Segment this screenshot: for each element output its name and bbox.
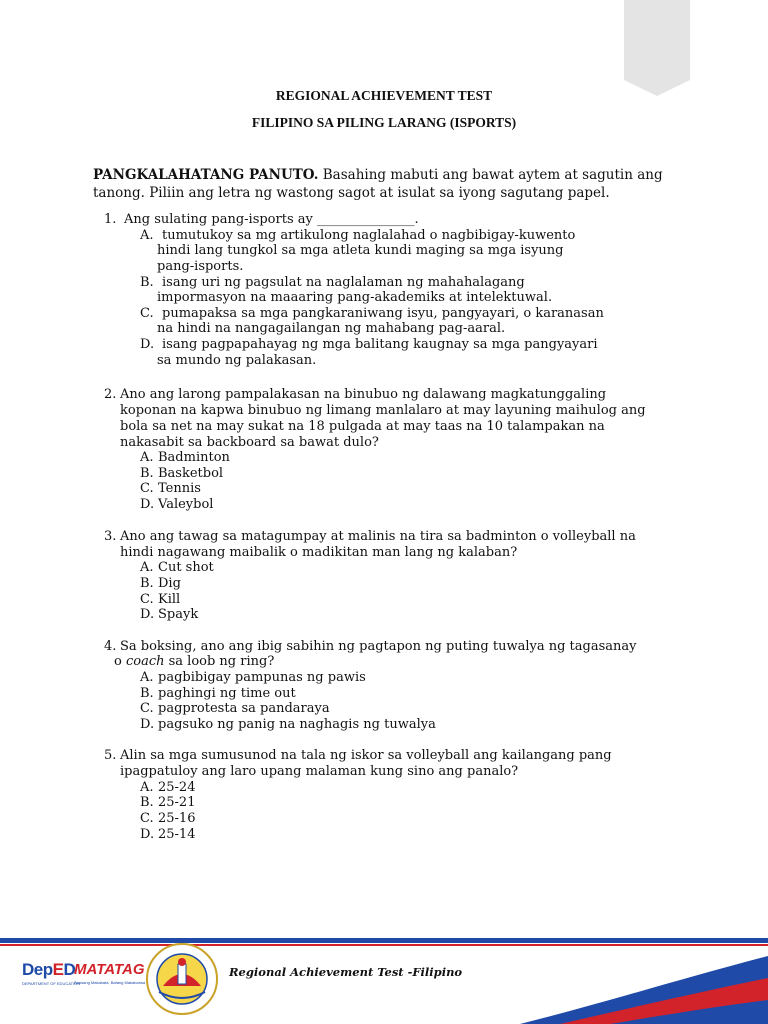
question-stem [114, 654, 274, 670]
choice-text: Badminton [158, 450, 230, 465]
deped-logo-accent: E [52, 960, 64, 979]
choice-text: 25-14 [158, 827, 196, 842]
choice-text: 25-24 [158, 780, 196, 795]
question-stem: Ang sulating pang-isports ay _______________. [124, 212, 419, 227]
choice-text: sa mundo ng palakasan. [157, 353, 317, 368]
choice-letter: B. [140, 795, 154, 810]
choice-text: Cut shot [158, 560, 214, 575]
choice-letter: A. [140, 450, 154, 465]
question-number: 2. [104, 387, 117, 402]
question-stem: Ano ang tawag sa matagumpay at malinis na tira sa badminton o volleyball na [120, 529, 636, 544]
choice-letter: D. [140, 717, 155, 732]
choice-text: Basketbol [158, 466, 224, 481]
footer-swoosh [0, 934, 768, 1024]
stem-emphasis: coach [125, 654, 165, 669]
choice-letter: D. [140, 337, 155, 352]
choice-letter: B. [140, 466, 154, 481]
document-title: REGIONAL ACHIEVEMENT TEST [275, 88, 493, 103]
choice-text: Valeybol [158, 497, 214, 512]
choice-text: pagsuko ng panig na naghagis ng tuwalya [158, 717, 436, 732]
choice-letter: B. [140, 576, 154, 591]
choice-text: Kill [158, 592, 181, 607]
choice-letter: A. [140, 228, 154, 243]
choice-letter: B. [140, 686, 154, 701]
choice-letter: C. [140, 481, 154, 496]
deped-logo [22, 960, 81, 986]
choice-letter: A. [140, 560, 154, 575]
question-stem: hindi nagawang maibalik o madikitan man lang ng kalaban? [120, 545, 518, 560]
instructions-heading: PANGKALAHATANG PANUTO. [93, 167, 319, 183]
matatag-logo [74, 961, 146, 985]
choice-letter: B. [140, 275, 154, 290]
choice-text: pang-isports. [157, 259, 244, 274]
footer-label: Regional Achievement Test -Filipino [229, 965, 463, 979]
choice-text: na hindi na nangagailangan ng mahabang pag-aaral. [157, 321, 506, 336]
choice-letter: A. [140, 780, 154, 795]
choice-text: 25-21 [158, 795, 196, 810]
instructions-body: Basahing mabuti ang bawat aytem at sagutin ang tanong. Piliin ang letra ng wastong sagot at isulat sa iyong sagutang papel. [93, 167, 663, 201]
choice-letter: D. [140, 607, 155, 622]
deped-logo-text: DepED [22, 960, 76, 979]
question-stem: Ano ang larong pampalakasan na binubuo ng dalawang magkatunggaling [120, 387, 607, 402]
choice-letter: D. [140, 497, 155, 512]
question-number: 1. [104, 212, 117, 227]
question-stem: nakasabit sa backboard sa bawat dulo? [120, 435, 379, 450]
question-number: 3. [104, 529, 117, 544]
question-number: 5. [104, 748, 117, 763]
choice-text: hindi lang tungkol sa mga atleta kundi maging sa mga isyung [157, 243, 564, 258]
choice-text: pagprotesta sa pandaraya [158, 701, 330, 716]
choice-text: paghingi ng time out [158, 686, 296, 701]
choice-text: pagbibigay pampunas ng pawis [158, 670, 366, 685]
choice-text: isang pagpapahayag ng mga balitang kaugnay sa mga pangyayari [162, 337, 598, 352]
choice-letter: D. [140, 827, 155, 842]
stem-part: o [114, 654, 126, 669]
page-footer [0, 934, 768, 1024]
question-stem: bola sa net na may sukat na 18 pulgada at may taas na 10 talampakan na [120, 419, 605, 434]
choice-letter: C. [140, 306, 154, 321]
choice-letter: A. [140, 670, 154, 685]
general-instructions [93, 166, 673, 202]
question-stem: koponan na kapwa binubuo ng limang manlalaro at may layuning maihulog ang [120, 403, 646, 418]
choice-letter: C. [140, 811, 154, 826]
choice-text: Spayk [158, 607, 199, 622]
choice-letter: C. [140, 701, 154, 716]
stem-part: sa loob ng ring? [164, 654, 275, 669]
choice-text: isang uri ng pagsulat na naglalaman ng mahahalagang [162, 275, 525, 290]
question-stem: ipagpatuloy ang laro upang malaman kung sino ang panalo? [120, 764, 519, 779]
question-stem: Alin sa mga sumusunod na tala ng iskor sa volleyball ang kailangang pang [120, 748, 612, 763]
choice-text: impormasyon na maaaring pang-akademiks at intelektuwal. [157, 290, 553, 305]
choice-text: Tennis [158, 481, 201, 496]
document-subtitle: FILIPINO SA PILING LARANG (ISPORTS) [251, 115, 517, 130]
question-stem: Sa boksing, ano ang ibig sabihin ng pagtapon ng puting tuwalya ng tagasanay [120, 639, 637, 654]
question-number: 4. [104, 639, 117, 654]
matatag-logo-subtext: Bansang Makabata, Batang Makabansa [74, 980, 146, 985]
choice-text: pumapaksa sa mga pangkaraniwang isyu, pangyayari, o karanasan [162, 306, 604, 321]
choice-text: 25-16 [158, 811, 196, 826]
deped-region-seal [145, 942, 219, 1016]
seal-text [145, 942, 219, 1016]
choice-text: Dig [158, 576, 181, 591]
deped-logo-subtext: DEPARTMENT OF EDUCATION [22, 981, 81, 986]
choice-letter: C. [140, 592, 154, 607]
bookmark-ribbon [624, 0, 690, 96]
matatag-logo-text: MATATAG [74, 961, 145, 978]
choice-text: tumutukoy sa mg artikulong naglalahad o nagbibigay-kuwento [162, 228, 576, 243]
